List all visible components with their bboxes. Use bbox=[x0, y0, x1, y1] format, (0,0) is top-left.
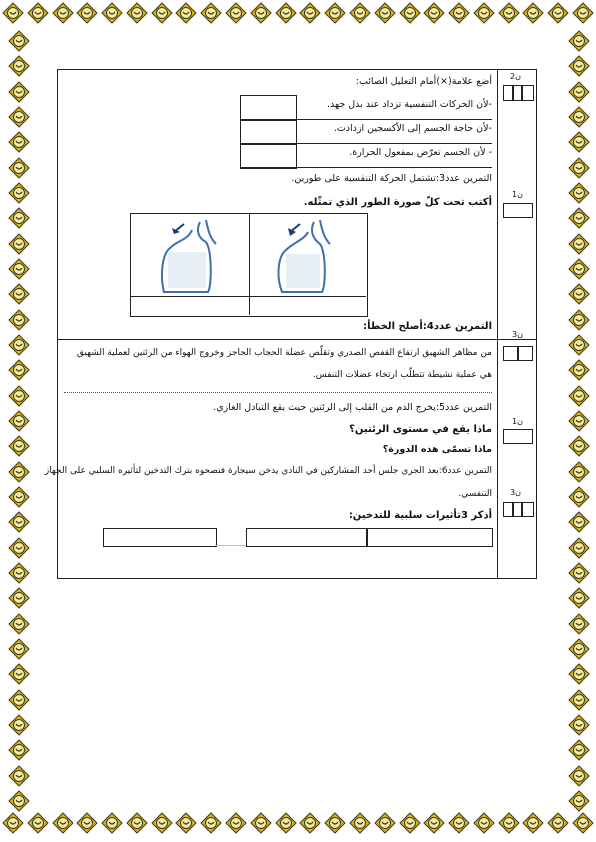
border-ornament bbox=[8, 131, 30, 153]
border-ornament bbox=[8, 182, 30, 204]
border-ornament bbox=[8, 486, 30, 508]
border-ornament bbox=[8, 55, 30, 77]
border-ornament bbox=[250, 812, 272, 834]
answer-box-1[interactable] bbox=[366, 528, 493, 547]
border-ornament bbox=[568, 486, 590, 508]
border-ornament bbox=[8, 435, 30, 457]
border-ornament bbox=[27, 812, 49, 834]
border-ornament bbox=[8, 537, 30, 559]
border-ornament bbox=[547, 812, 569, 834]
border-ornament bbox=[568, 258, 590, 280]
grade-label-ex2: 2ن bbox=[510, 72, 521, 81]
border-ornament bbox=[568, 334, 590, 356]
border-ornament bbox=[8, 258, 30, 280]
border-ornament bbox=[568, 410, 590, 432]
border-ornament bbox=[568, 435, 590, 457]
border-ornament bbox=[275, 2, 297, 24]
border-ornament bbox=[568, 714, 590, 736]
border-ornament bbox=[568, 207, 590, 229]
border-ornament bbox=[522, 812, 544, 834]
border-ornament bbox=[8, 410, 30, 432]
border-ornament bbox=[568, 131, 590, 153]
border-ornament bbox=[568, 790, 590, 812]
border-ornament bbox=[473, 2, 495, 24]
grade-box[interactable] bbox=[521, 85, 534, 101]
border-ornament bbox=[473, 812, 495, 834]
border-ornament bbox=[2, 812, 24, 834]
border-ornament bbox=[299, 2, 321, 24]
border-ornament bbox=[8, 81, 30, 103]
border-ornament bbox=[126, 2, 148, 24]
border-ornament bbox=[76, 2, 98, 24]
border-ornament bbox=[399, 812, 421, 834]
ex3-question: أكتب تحت كلّ صورة الطور الذي تمثّله. bbox=[303, 197, 492, 208]
border-ornament bbox=[126, 812, 148, 834]
border-ornament bbox=[175, 2, 197, 24]
image-divider bbox=[249, 213, 250, 315]
border-ornament bbox=[8, 334, 30, 356]
border-ornament bbox=[568, 81, 590, 103]
border-ornament bbox=[52, 2, 74, 24]
border-ornament bbox=[568, 562, 590, 584]
border-ornament bbox=[399, 2, 421, 24]
ex6-line-2: التنفسي. bbox=[458, 489, 492, 499]
border-ornament bbox=[8, 309, 30, 331]
grade-box[interactable] bbox=[503, 429, 533, 444]
border-ornament bbox=[8, 562, 30, 584]
ex2-option-3: - لأن الجسم تعرّض بمفعول الحرارة. bbox=[349, 147, 492, 158]
border-ornament bbox=[568, 309, 590, 331]
border-ornament bbox=[568, 385, 590, 407]
border-ornament bbox=[8, 765, 30, 787]
decorative-border-top bbox=[0, 2, 596, 32]
ex5-title: التمرين عدد5:يخرج الدم من القلب إلى الرئتين حيث يقع التبادل الغازي. bbox=[213, 402, 492, 413]
ex5-question-2: ماذا تسمّى هذه الدورة؟ bbox=[382, 444, 492, 455]
border-ornament bbox=[8, 385, 30, 407]
border-ornament bbox=[8, 587, 30, 609]
border-ornament bbox=[8, 233, 30, 255]
answer-box-3[interactable] bbox=[103, 528, 217, 547]
border-ornament bbox=[568, 587, 590, 609]
border-ornament bbox=[568, 461, 590, 483]
border-ornament bbox=[225, 2, 247, 24]
border-ornament bbox=[568, 537, 590, 559]
border-ornament bbox=[8, 790, 30, 812]
border-ornament bbox=[275, 812, 297, 834]
grade-box[interactable] bbox=[517, 346, 533, 361]
border-ornament bbox=[349, 2, 371, 24]
border-ornament bbox=[8, 638, 30, 660]
border-ornament bbox=[568, 689, 590, 711]
border-ornament bbox=[52, 812, 74, 834]
border-ornament bbox=[8, 714, 30, 736]
border-ornament bbox=[568, 739, 590, 761]
border-ornament bbox=[522, 2, 544, 24]
border-ornament bbox=[200, 812, 222, 834]
section-divider bbox=[57, 339, 537, 340]
decorative-border-right bbox=[564, 30, 594, 812]
grade-box[interactable] bbox=[521, 502, 534, 517]
border-ornament bbox=[8, 283, 30, 305]
border-ornament bbox=[423, 812, 445, 834]
border-ornament bbox=[76, 812, 98, 834]
border-ornament bbox=[8, 613, 30, 635]
border-ornament bbox=[568, 283, 590, 305]
border-ornament bbox=[568, 638, 590, 660]
border-ornament bbox=[568, 55, 590, 77]
border-ornament bbox=[349, 812, 371, 834]
option-separator bbox=[296, 119, 492, 120]
border-ornament bbox=[8, 359, 30, 381]
border-ornament bbox=[423, 2, 445, 24]
border-ornament bbox=[8, 157, 30, 179]
border-ornament bbox=[8, 207, 30, 229]
option-separator bbox=[296, 143, 492, 144]
border-ornament bbox=[8, 461, 30, 483]
answer-checkbox-1[interactable] bbox=[240, 95, 297, 121]
ex4-line-1: من مظاهر الشهيق ارتفاع القفص الصدري وتقلّص عضلة الحجاب الحاجز وخروج الهواء من الرئتين لعملية الشهيق bbox=[76, 348, 492, 358]
border-ornament bbox=[8, 106, 30, 128]
border-ornament bbox=[8, 30, 30, 52]
border-ornament bbox=[151, 2, 173, 24]
border-ornament bbox=[8, 739, 30, 761]
border-ornament bbox=[498, 812, 520, 834]
border-ornament bbox=[568, 157, 590, 179]
decorative-border-left bbox=[4, 30, 34, 812]
grade-label-ex6: 3ن bbox=[510, 488, 521, 497]
border-ornament bbox=[200, 2, 222, 24]
grade-label-ex4: 3ن bbox=[512, 330, 523, 339]
ex2-instruction: أضع علامة(×)أمام التعليل الصائب: bbox=[355, 76, 492, 87]
border-ornament bbox=[8, 689, 30, 711]
border-ornament bbox=[8, 663, 30, 685]
answer-box-2[interactable] bbox=[246, 528, 368, 547]
dotted-separator bbox=[64, 392, 492, 393]
option-separator bbox=[240, 167, 492, 168]
border-ornament bbox=[324, 2, 346, 24]
grade-box[interactable] bbox=[503, 203, 533, 218]
answer-checkbox-3[interactable] bbox=[240, 143, 297, 169]
border-ornament bbox=[568, 182, 590, 204]
ex6-line-1: التمرين عدد6:بعد الجري جلس أحد المشاركين في النادي يدخن سيجارة فنصحوه بترك التدخين لتأثيره السلبي على الجهاز bbox=[44, 466, 492, 476]
grade-label-ex5: 1ن bbox=[512, 417, 523, 426]
border-ornament bbox=[498, 2, 520, 24]
border-ornament bbox=[572, 812, 594, 834]
border-ornament bbox=[2, 2, 24, 24]
lung-exhalation-image bbox=[268, 216, 348, 296]
border-ornament bbox=[151, 812, 173, 834]
border-ornament bbox=[101, 812, 123, 834]
ex2-option-2: -لأن حاجة الجسم إلى الأكسجين ازدادت. bbox=[333, 123, 492, 134]
ex5-question-1: ماذا يقع في مستوى الرئتين؟ bbox=[349, 424, 492, 435]
decorative-border-bottom bbox=[0, 812, 596, 842]
border-ornament bbox=[568, 106, 590, 128]
answer-checkbox-2[interactable] bbox=[240, 119, 297, 145]
border-ornament bbox=[175, 812, 197, 834]
ex2-option-1: -لأن الحركات التنفسية تزداد عند بذل جهد. bbox=[326, 99, 492, 110]
border-ornament bbox=[374, 2, 396, 24]
border-ornament bbox=[27, 2, 49, 24]
grade-label-ex3: 1ن bbox=[512, 190, 523, 199]
ex6-question: أذكر 3تأثيرات سلبية للتدخين: bbox=[348, 510, 492, 521]
border-ornament bbox=[568, 765, 590, 787]
ex3-title: التمرين عدد3:تشتمل الحركة التنفسية على طورين. bbox=[291, 173, 492, 184]
border-ornament bbox=[374, 812, 396, 834]
border-ornament bbox=[448, 2, 470, 24]
border-ornament bbox=[101, 2, 123, 24]
border-ornament bbox=[250, 2, 272, 24]
lung-inhalation-image bbox=[150, 216, 230, 296]
border-ornament bbox=[299, 812, 321, 834]
border-ornament bbox=[225, 812, 247, 834]
border-ornament bbox=[568, 613, 590, 635]
answer-box-gap bbox=[215, 545, 246, 546]
border-ornament bbox=[324, 812, 346, 834]
border-ornament bbox=[8, 511, 30, 533]
ex4-title: التمرين عدد4:أصلح الخطأ: bbox=[363, 321, 492, 332]
answer-row-line bbox=[130, 296, 366, 297]
border-ornament bbox=[568, 359, 590, 381]
border-ornament bbox=[568, 30, 590, 52]
border-ornament bbox=[568, 233, 590, 255]
border-ornament bbox=[568, 663, 590, 685]
ex4-line-2: هي عملية نشيطة تتطلّب ارتخاء عضلات التنفس. bbox=[312, 370, 492, 380]
border-ornament bbox=[547, 2, 569, 24]
border-ornament bbox=[448, 812, 470, 834]
border-ornament bbox=[572, 2, 594, 24]
border-ornament bbox=[568, 511, 590, 533]
